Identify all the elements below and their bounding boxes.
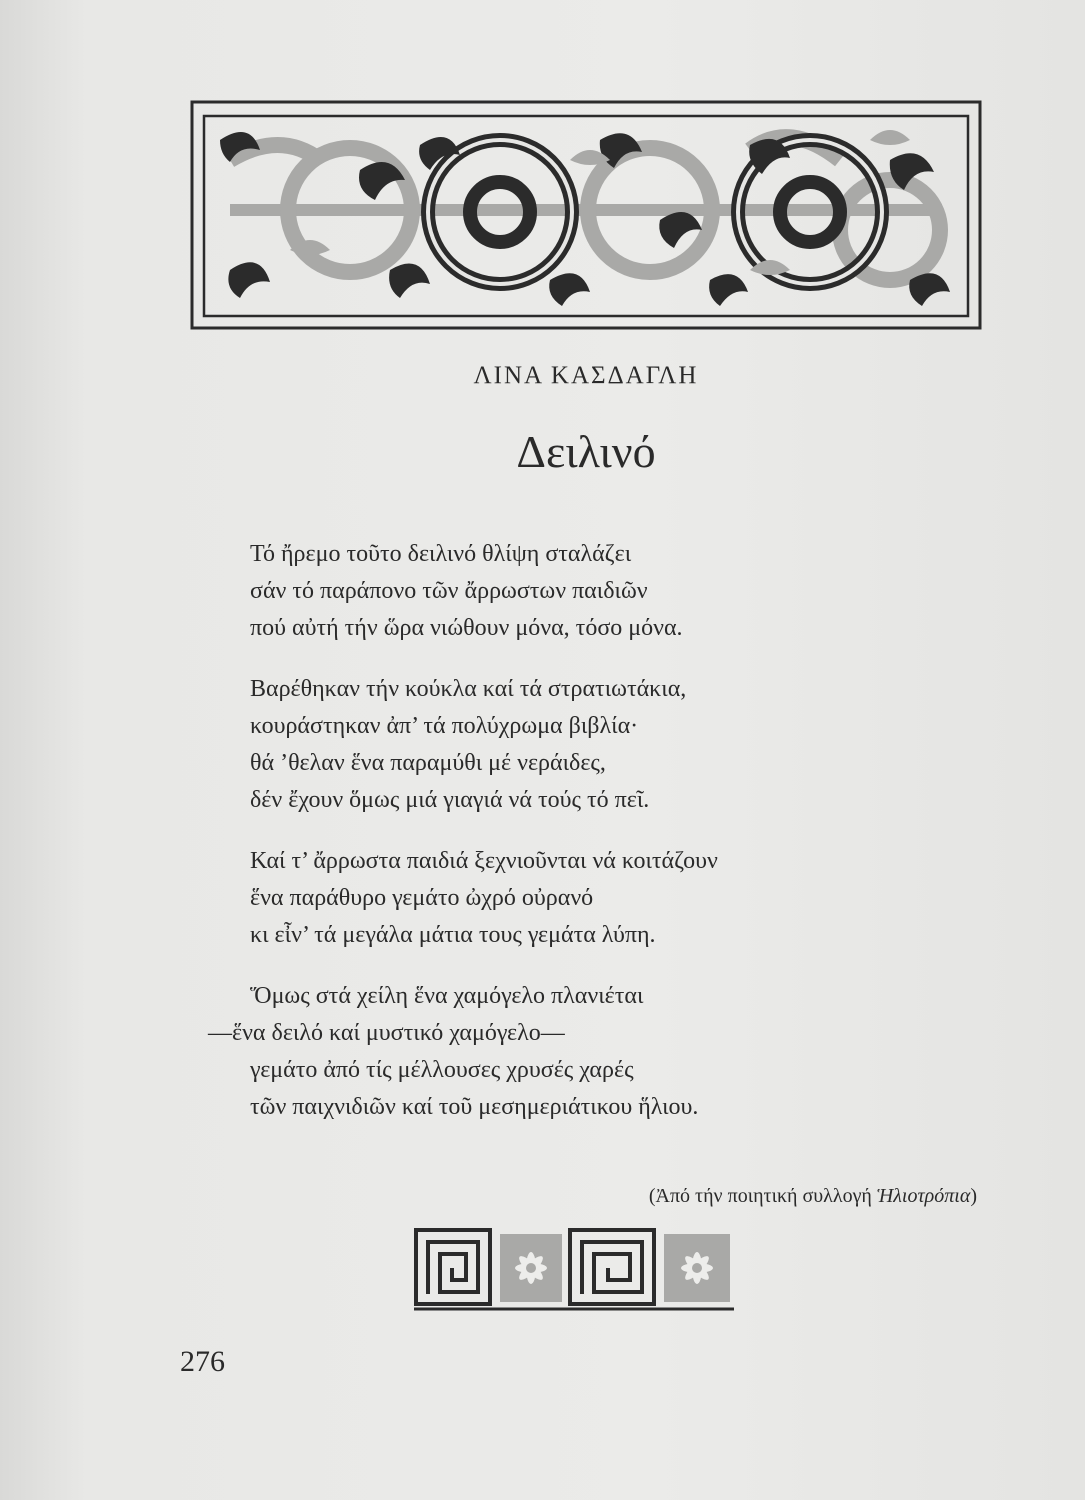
poem-title: Δειλινό — [516, 426, 656, 477]
poem-line: θά ’θελαν ἕνα παραμύθι μέ νεράιδες, — [250, 750, 606, 776]
poem-line: —ἕνα δειλό καί μυστικό χαμόγελο— — [208, 1020, 565, 1046]
poem-line: Τό ἤρεμο τοῦτο δειλινό θλίψη σταλάζει — [250, 541, 632, 567]
poem-line: σάν τό παράπονο τῶν ἄρρωστων παιδιῶν — [250, 578, 648, 604]
poem-line: πού αὐτή τήν ὥρα νιώθουν μόνα, τόσο μόνα. — [250, 615, 683, 641]
poem-line: γεμάτο ἀπό τίς μέλλουσες χρυσές χαρές — [250, 1057, 634, 1083]
vine-scroll-border-icon — [190, 100, 982, 330]
poem-line: τῶν παιχνιδιῶν καί τοῦ μεσημεριάτικου ἥλιου. — [250, 1094, 699, 1120]
poem-body — [208, 536, 970, 1150]
page-number: 276 — [180, 1345, 225, 1378]
poem-line: κι εἶν’ τά μεγάλα μάτια τους γεμάτα λύπη. — [250, 922, 656, 948]
source-prefix: (Ἀπό τήν ποιητική συλλογή — [648, 1185, 877, 1207]
poem-line: Βαρέθηκαν τήν κούκλα καί τά στρατιωτάκια, — [250, 676, 687, 702]
poem-line: δέν ἔχουν ὅμως μιά γιαγιά νά τούς τό πεῖ. — [250, 787, 650, 813]
poem-line: Ὅμως στά χείλη ἕνα χαμόγελο πλανιέται — [250, 983, 644, 1009]
poem-line: κουράστηκαν ἀπ’ τά πολύχρωμα βιβλία· — [250, 713, 639, 739]
source-collection: Ἡλιοτρόπια — [876, 1185, 971, 1207]
stanza-1 — [250, 536, 970, 647]
source-citation — [649, 1185, 977, 1208]
stanza-2 — [250, 671, 970, 819]
poem-line: Καί τ’ ἄρρωστα παιδιά ξεχνιοῦνται νά κοιτάζουν — [250, 848, 718, 874]
source-suffix: ) — [970, 1185, 977, 1207]
stanza-3 — [250, 843, 970, 954]
greek-key-rosette-band-icon — [414, 1228, 734, 1312]
poem-line: ἕνα παράθυρο γεμάτο ὠχρό οὐρανό — [250, 885, 594, 911]
stanza-4 — [208, 978, 970, 1126]
author-name: ΛΙΝΑ ΚΑΣΔΑΓΛΗ — [473, 362, 699, 389]
